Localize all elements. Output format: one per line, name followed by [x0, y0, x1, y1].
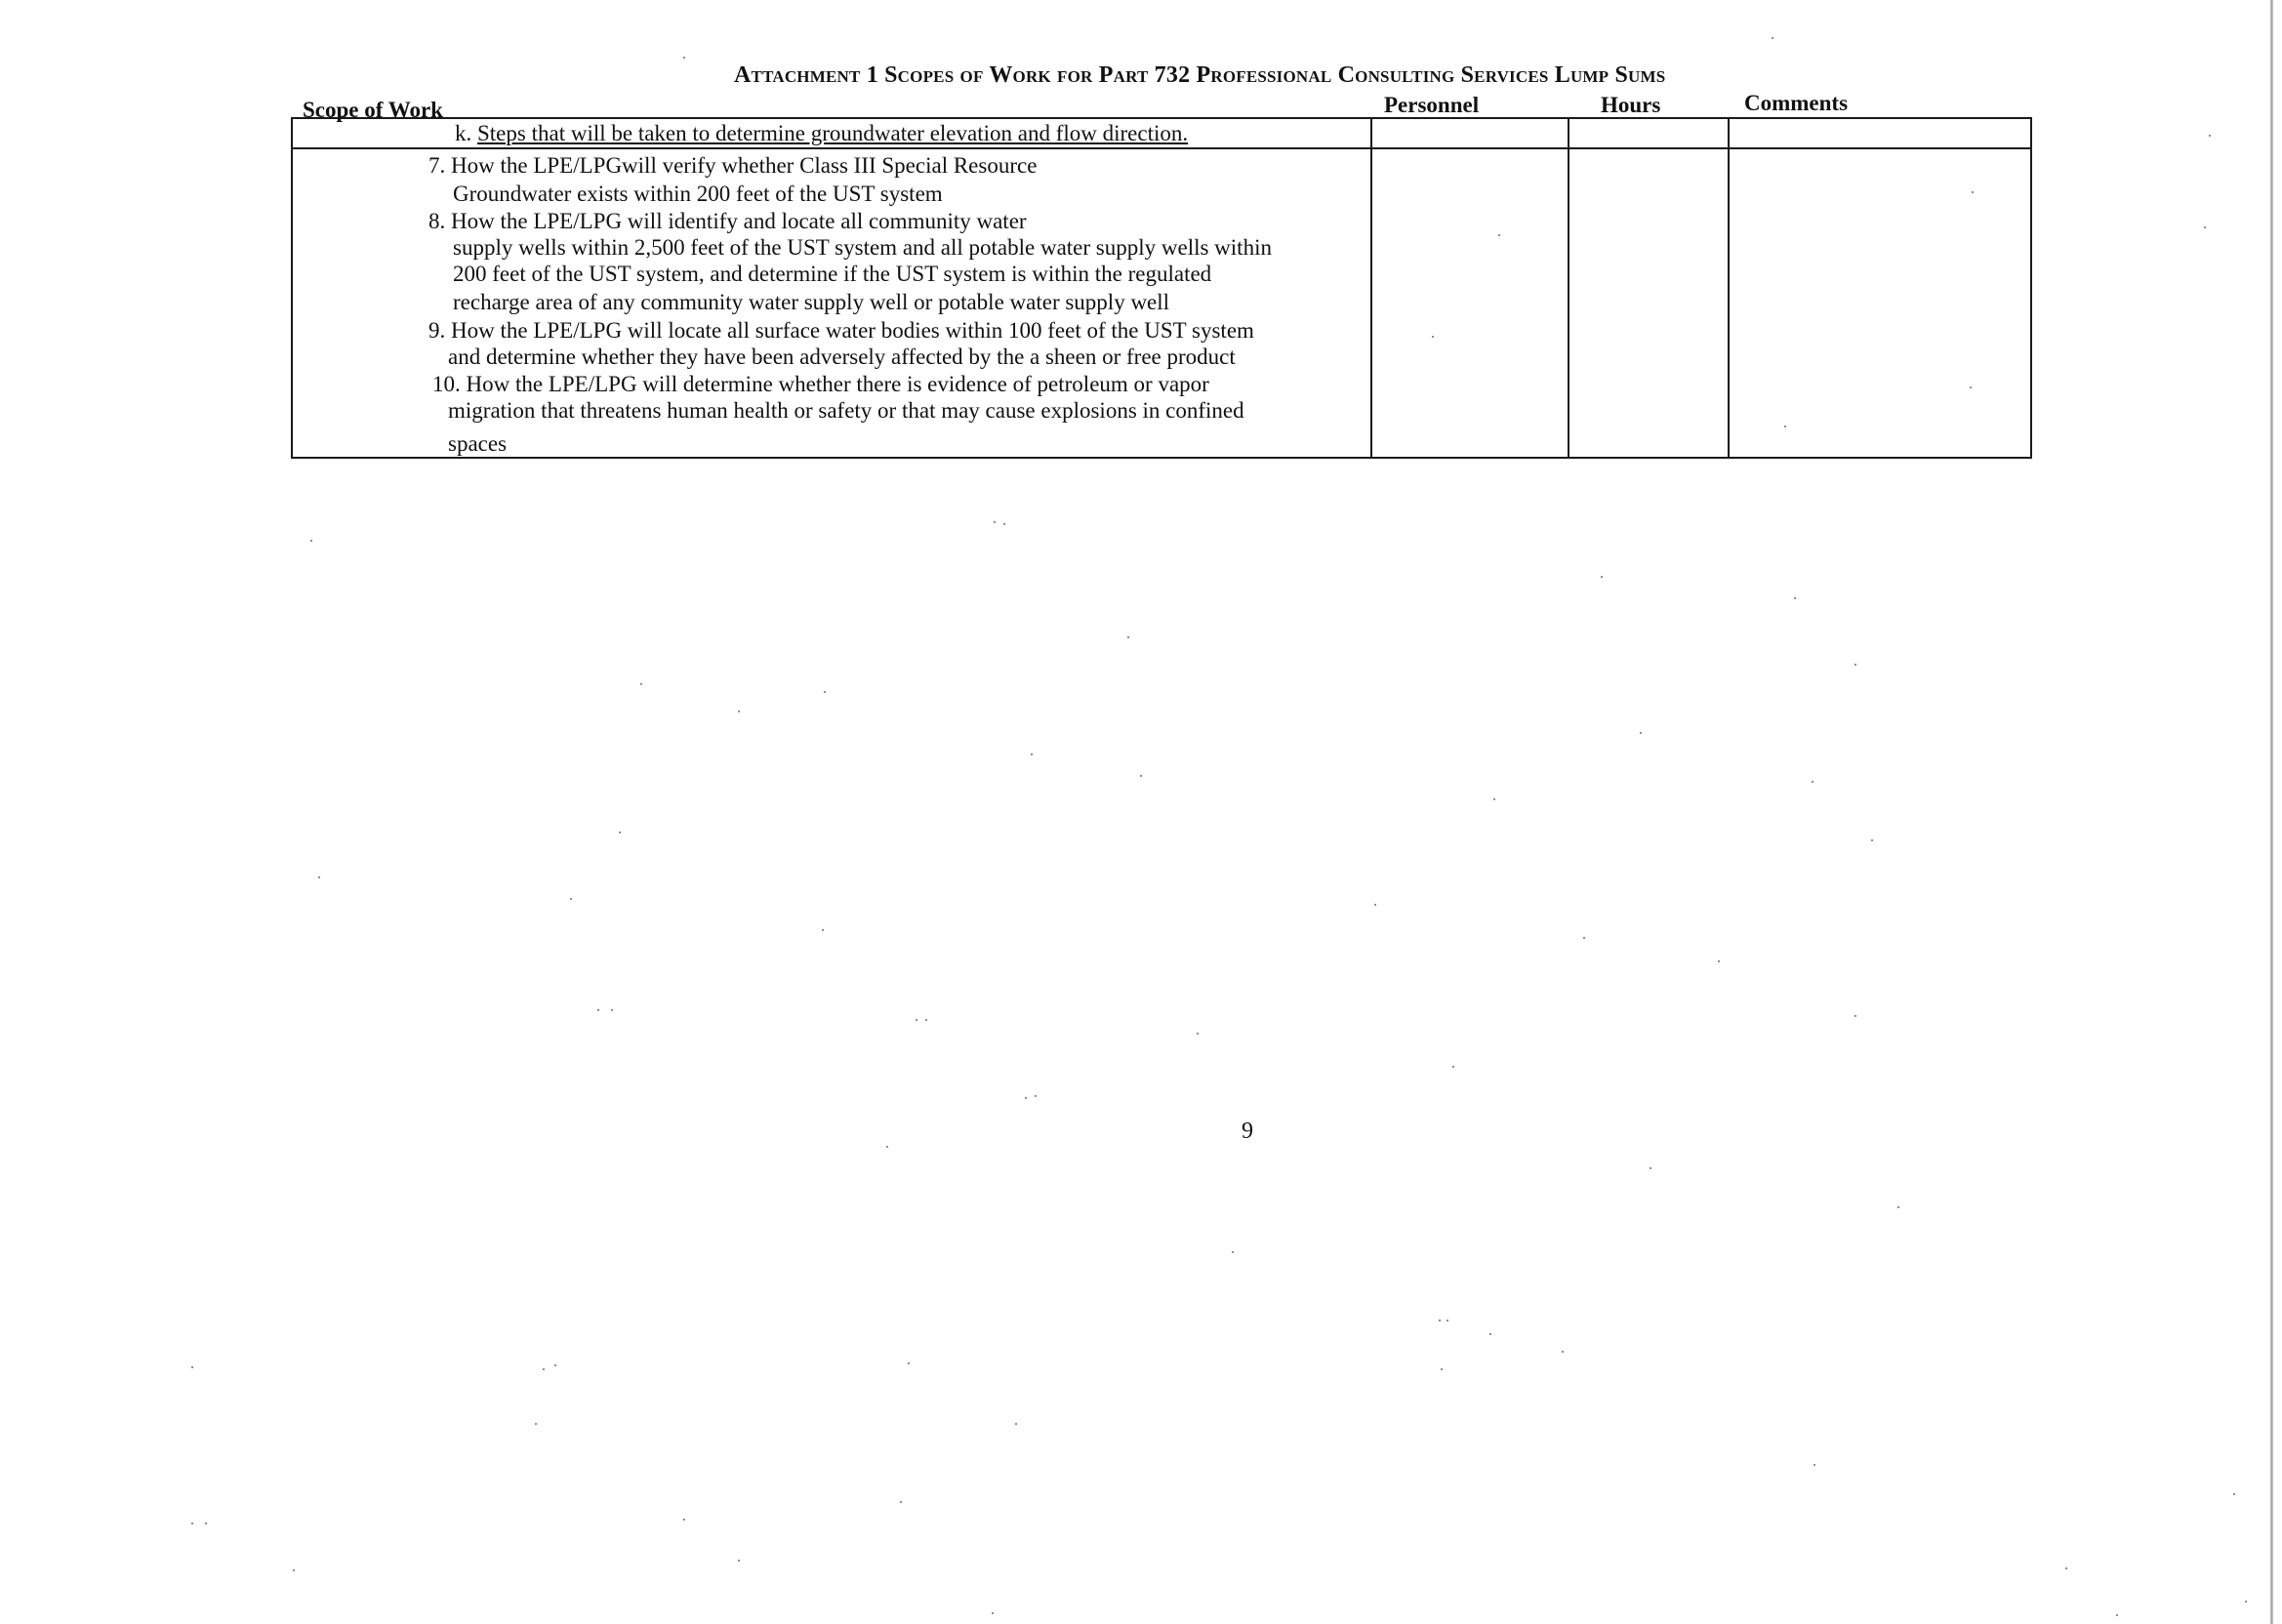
column-header-comments: Comments — [1744, 91, 1849, 115]
item-8-line-3: 200 feet of the UST system, and determine if the UST system is within the regulated — [453, 262, 1212, 286]
item-10-line-1: 10. How the LPE/LPG will determine whether there is evidence of petroleum or vapor — [432, 372, 1209, 396]
scan-edge — [2270, 0, 2273, 1624]
item-9-line-2: and determine whether they have been adversely affected by the a sheen or free product — [448, 345, 1236, 369]
column-divider-comments — [1728, 119, 1730, 457]
item-8-line-2: supply wells within 2,500 feet of the UST system and all potable water supply wells within — [453, 235, 1272, 260]
attachment-title: Attachment 1 Scopes of Work for Part 732 Professional Consulting Services Lump Sums — [734, 62, 1666, 88]
item-10-line-2: migration that threatens human health or safety or that may cause explosions in confined — [448, 398, 1244, 423]
item-8-line-4: recharge area of any community water supply well or potable water supply well — [453, 290, 1170, 314]
item-7-line-1: 7. How the LPE/LPGwill verify whether Class III Special Resource — [428, 153, 1038, 178]
table-row-divider — [293, 147, 2030, 149]
page-number: 9 — [1242, 1118, 1253, 1144]
column-header-hours: Hours — [1601, 93, 1661, 117]
column-header-personnel: Personnel — [1384, 93, 1480, 117]
item-7-line-2: Groundwater exists within 200 feet of the UST system — [453, 182, 943, 206]
table-row-k — [455, 121, 1188, 146]
column-header-scope: Scope of Work — [303, 98, 443, 122]
item-10-line-3: spaces — [448, 431, 508, 456]
column-divider-hours — [1568, 119, 1569, 457]
column-divider-personnel — [1370, 119, 1372, 457]
item-9-line-1: 9. How the LPE/LPG will locate all surface water bodies within 100 feet of the UST system — [428, 318, 1254, 343]
item-8-line-1: 8. How the LPE/LPG will identify and locate all community water — [428, 209, 1027, 233]
row-k-prefix: k. — [455, 121, 477, 145]
row-k-text: Steps that will be taken to determine groundwater elevation and flow direction. — [477, 121, 1189, 145]
